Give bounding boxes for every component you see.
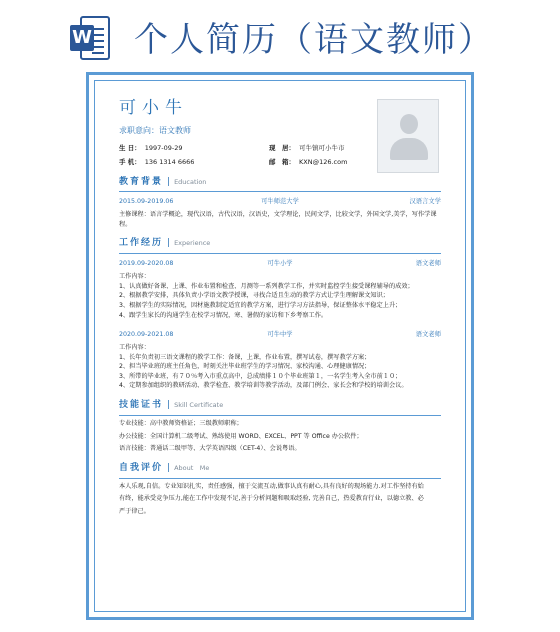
experience-section	[119, 237, 441, 391]
birth-value: 1997-09-29	[144, 144, 183, 153]
section-subtitle: Experience	[174, 239, 211, 248]
job-row	[119, 259, 441, 269]
section-heading: 自我评价 | About Me	[119, 462, 441, 479]
duty-item: 2、担当毕业班的班主任角色，时刻关注毕业班学生的学习情况、家校沟通、心理健康情况；	[119, 363, 371, 371]
about-line: 有终，能承受竞争压力,能在工作中发现不足,善于分析问题和吸取经验, 完善自己，热爱教育行业，以德立教、必	[119, 495, 424, 503]
page-header	[0, 0, 560, 76]
skill-item: 办公技能：全国计算机二级考试、熟练使用 WORD、EXCEL、PPT 等 Office 办公软件；	[119, 432, 363, 440]
section-title: 技能证书	[119, 399, 164, 410]
duty-item: 3、所带的毕业班，有７０％考入市重点高中，总成绩排１０个毕业班第１，一名学生考入全市前１０；	[119, 372, 402, 380]
section-heading: 技能证书 | Skill Certificate	[119, 399, 441, 416]
job-row	[119, 330, 441, 340]
job-duties	[119, 343, 441, 391]
section-title: 教育背景	[119, 176, 164, 187]
email-value: KXN@126.com	[299, 158, 348, 167]
job-org: 可牛小学	[267, 260, 293, 268]
section-heading: 教育背景 | Education	[119, 176, 441, 193]
section-heading: 工作经历 | Experience	[119, 237, 441, 254]
candidate-name: 可小牛	[119, 98, 188, 118]
education-row	[119, 197, 441, 207]
birth-row: 生 日： 1997-09-29	[119, 144, 183, 153]
education-section	[119, 176, 441, 230]
duties-label: 工作内容：	[119, 273, 150, 281]
education-period: 2015.09-2019.06	[119, 198, 174, 206]
section-title: 自我评价	[119, 462, 164, 473]
phone-value: 136 1314 6666	[144, 158, 195, 167]
photo-placeholder	[377, 99, 439, 173]
duty-item: 3、根据学生的实际情况，因材施教制定适宜的教学方案，进行学习方法指导，保证整体水平稳定上升；	[119, 301, 402, 309]
job-org: 可牛中学	[267, 331, 293, 339]
email-row: 邮 箱： KXN@126.com	[269, 158, 348, 167]
education-courses: 主修课程：语言学概论，现代汉语，古代汉语，汉语史，文学理论，民间文学，比较文学，外国文学,美学，写作学课程。	[119, 211, 437, 228]
skills-list	[119, 419, 441, 454]
phone-row: 手 机： 136 1314 6666	[119, 158, 195, 167]
section-subtitle: Skill Certificate	[174, 400, 224, 409]
section-subtitle: About Me	[174, 463, 210, 472]
section-title: 工作经历	[119, 238, 164, 249]
skills-section	[119, 399, 441, 454]
duty-item: 1、认真做好备课、上课、作业布置和检查、月测等一系列教学工作，并实时监控学生接受课程辅导的成效；	[119, 282, 414, 290]
job-role: 语文老师	[415, 331, 441, 339]
skill-item: 语言技能：普通话二级甲等、大学英语四级（CET-4）、会说粤语。	[119, 445, 301, 453]
duty-item: 1、长年负责初三语文课程的教学工作：备课，上课，作业布置，撰写试卷，撰写教学方案；	[119, 353, 371, 361]
job-duties	[119, 272, 441, 320]
duty-item: 4、跟学生家长的沟通学生在校学习情况，寒、暑假的家访和下乡考察工作。	[119, 311, 328, 319]
duties-label: 工作内容：	[119, 343, 150, 351]
skill-item: 专业技能：高中教师资格证；三级教师职称；	[119, 419, 243, 427]
job-role: 语文老师	[415, 260, 441, 268]
job-period: 2020.09-2021.08	[119, 331, 174, 339]
job-intent: 求职意向：语文教师	[119, 126, 191, 135]
education-school: 可牛师范大学	[261, 198, 299, 206]
about-section	[119, 462, 441, 517]
section-subtitle: Education	[174, 177, 207, 186]
avatar-body-icon	[390, 138, 428, 160]
avatar-head-icon	[400, 114, 418, 134]
duty-item: 2、根据教学安排，具体负责小学语文教学授课，寻找合适且生动的教学方式让学生理解课文知识；	[119, 292, 389, 300]
duty-item: 4、定期参加组织的教研活动、教学检查、教学培训等教学活动，及部门例会、家长会和学校的培训会议。	[119, 382, 408, 390]
address-row: 现 居： 可牛镇可小牛市	[269, 144, 345, 153]
about-line: 严于律己。	[119, 507, 150, 515]
resume-frame	[86, 72, 474, 620]
address-value: 可牛镇可小牛市	[299, 144, 345, 153]
education-major: 汉语言文学	[409, 198, 441, 206]
resume-page	[94, 80, 466, 612]
about-line: 本人乐观,自信。专业知识扎实，责任感强，擅于交流互动,做事认真有耐心,具有良好的现场能力.对工作坚持有始	[119, 482, 424, 490]
document-title: 个人简历（语文教师）	[134, 20, 494, 60]
job-period: 2019.09-2020.08	[119, 260, 174, 268]
word-document-icon	[70, 16, 110, 60]
word-badge: W	[70, 25, 94, 51]
